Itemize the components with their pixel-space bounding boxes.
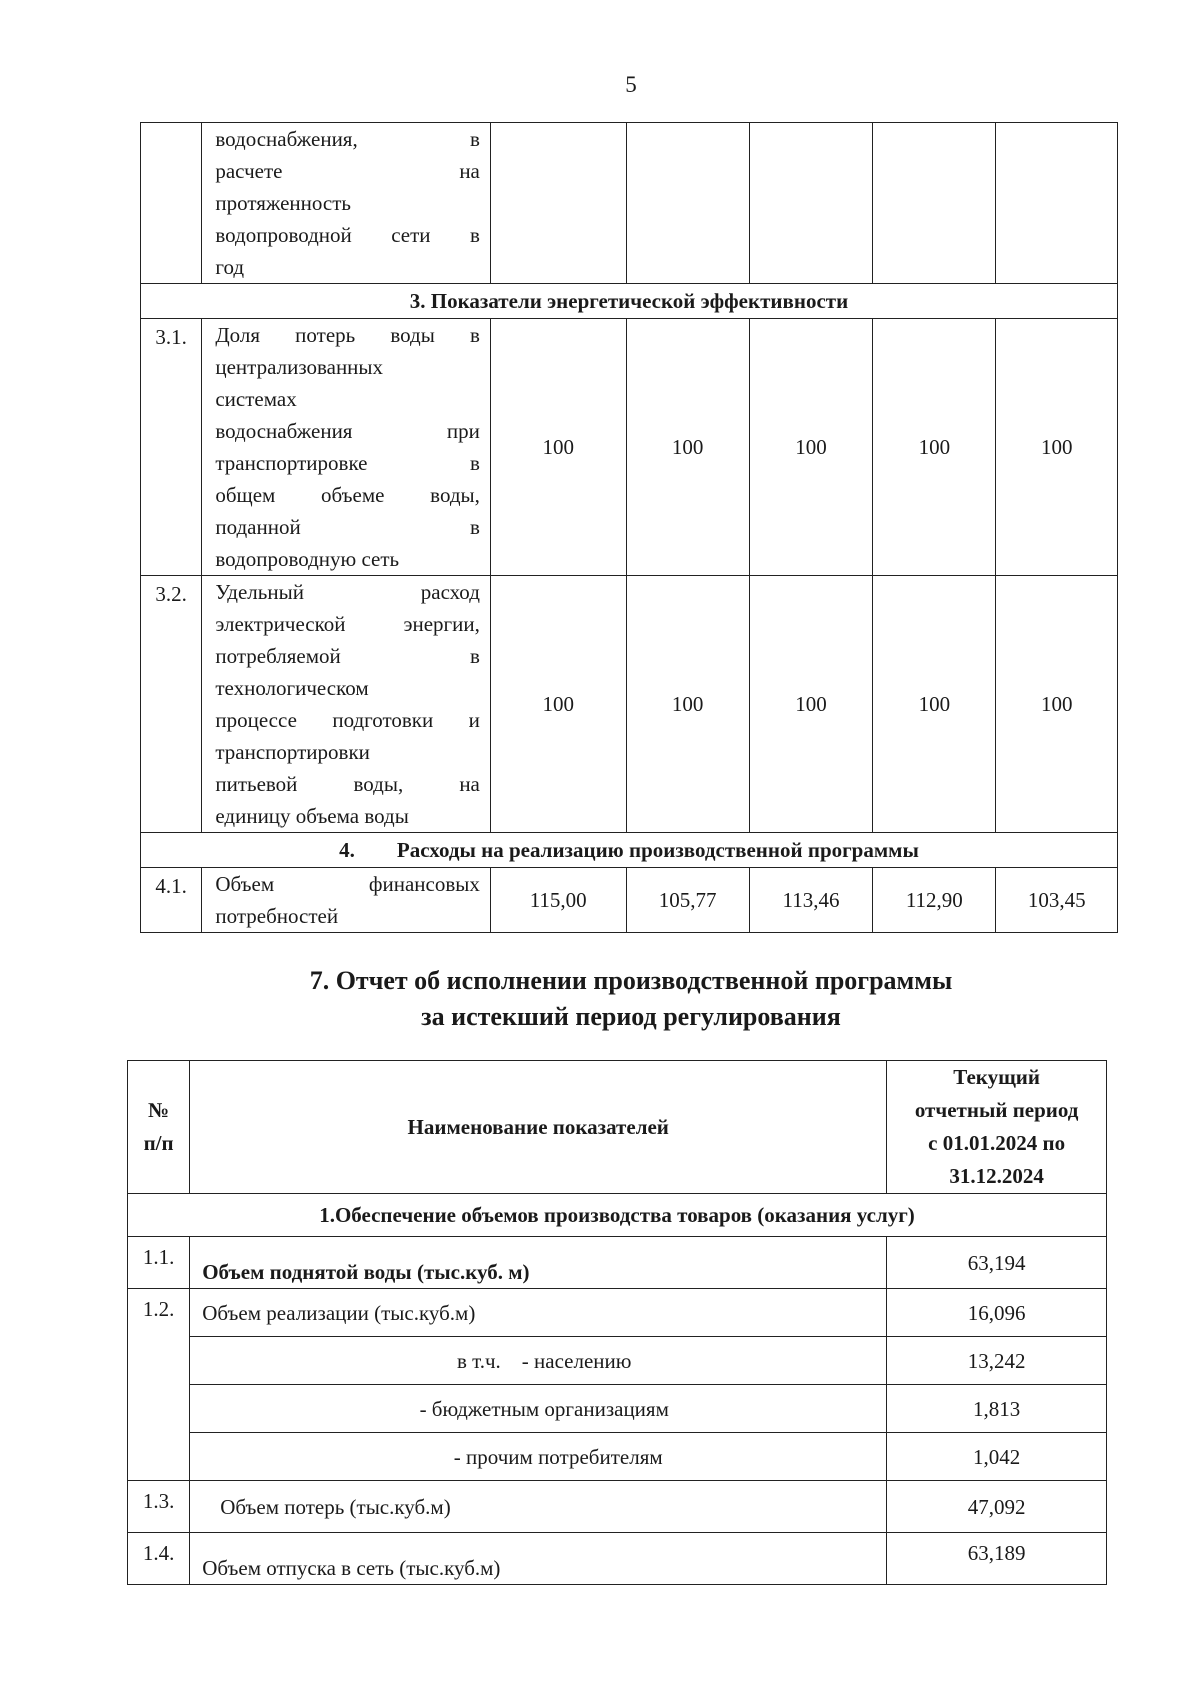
section-row [128, 1194, 1107, 1237]
header-row [128, 1061, 1107, 1194]
table-row [128, 1385, 1107, 1433]
header-period: Текущий отчетный период с 01.01.2024 по 31.12.2024 [887, 1061, 1107, 1194]
table-row [128, 1237, 1107, 1289]
indicator-name-cell: водоснабжения, в расчете на протяженность водопроводной сети в год [202, 123, 491, 284]
table-row [128, 1481, 1107, 1533]
value-cell: 63,189 [887, 1533, 1107, 1585]
indicator-name: Объем потерь (тыс.куб.м) [190, 1481, 887, 1533]
value-cell: 100 [490, 319, 626, 576]
row-number: 1.4. [128, 1533, 190, 1585]
indicator-name: Объем поднятой воды (тыс.куб. м) [190, 1237, 887, 1289]
page-number: 5 [625, 72, 637, 97]
section-1-title: 1.Обеспечение объемов производства товаров (оказания услуг) [128, 1194, 1107, 1237]
value-cell: 16,096 [887, 1289, 1107, 1337]
value-cell: 100 [873, 576, 996, 833]
indicator-name: Объем реализации (тыс.куб.м) [190, 1289, 887, 1337]
table-row [128, 1433, 1107, 1481]
value-cell: 63,194 [887, 1237, 1107, 1289]
indicator-name: - прочим потребителям [190, 1433, 887, 1481]
value-cell: 100 [626, 576, 749, 833]
table-row [141, 123, 1118, 284]
value-cell: 115,00 [490, 868, 626, 933]
value-cell: 13,242 [887, 1337, 1107, 1385]
value-cell: 100 [996, 319, 1118, 576]
value-cell: 100 [749, 576, 872, 833]
row-number: 4.1. [141, 868, 202, 933]
report-heading-line-1: 7. Отчет об исполнении производственной программы [309, 966, 953, 995]
indicators-table-continued [140, 122, 1118, 933]
value-cell: 112,90 [873, 868, 996, 933]
value-cell [996, 123, 1118, 284]
value-cell: 105,77 [626, 868, 749, 933]
value-cell: 113,46 [749, 868, 872, 933]
row-number: 3.1. [141, 319, 202, 576]
table-row [141, 319, 1118, 576]
value-cell [873, 123, 996, 284]
row-number: 1.1. [128, 1237, 190, 1289]
section-row [141, 833, 1118, 868]
section-4-title: 4. Расходы на реализацию производственной программы [141, 833, 1118, 868]
row-number-cell [141, 123, 202, 284]
value-cell: 1,042 [887, 1433, 1107, 1481]
value-cell [490, 123, 626, 284]
report-heading [0, 963, 1200, 1035]
value-cell: 103,45 [996, 868, 1118, 933]
indicator-name: в т.ч. - населению [190, 1337, 887, 1385]
indicator-name-cell: Объем финансовых потребностей [202, 868, 491, 933]
value-cell: 100 [749, 319, 872, 576]
value-cell [749, 123, 872, 284]
table-row [141, 868, 1118, 933]
value-cell: 100 [626, 319, 749, 576]
report-heading-line-2: за истекший период регулирования [421, 1002, 841, 1031]
indicator-name: Объем отпуска в сеть (тыс.куб.м) [190, 1533, 887, 1585]
row-number: 1.3. [128, 1481, 190, 1533]
value-cell: 100 [996, 576, 1118, 833]
table-row [141, 576, 1118, 833]
indicator-name: - бюджетным организациям [190, 1385, 887, 1433]
section-3-title: 3. Показатели энергетической эффективности [141, 284, 1118, 319]
section-row [141, 284, 1118, 319]
table-row [128, 1533, 1107, 1585]
row-number: 1.2. [128, 1289, 190, 1481]
indicator-name-cell: Удельный расход электрической энергии, потребляемой в технологическом процессе подготовки и транспортировки питьевой воды, на единицу объема воды [202, 576, 491, 833]
table-row [128, 1337, 1107, 1385]
row-number: 3.2. [141, 576, 202, 833]
value-cell [626, 123, 749, 284]
indicator-name-cell: Доля потерь воды в централизованных системах водоснабжения при транспортировке в общем объеме воды, поданной в водопроводную сеть [202, 319, 491, 576]
value-cell: 1,813 [887, 1385, 1107, 1433]
table-row [128, 1289, 1107, 1337]
header-num: № п/п [128, 1061, 190, 1194]
header-name: Наименование показателей [190, 1061, 887, 1194]
value-cell: 100 [490, 576, 626, 833]
report-table [127, 1060, 1107, 1585]
value-cell: 47,092 [887, 1481, 1107, 1533]
value-cell: 100 [873, 319, 996, 576]
